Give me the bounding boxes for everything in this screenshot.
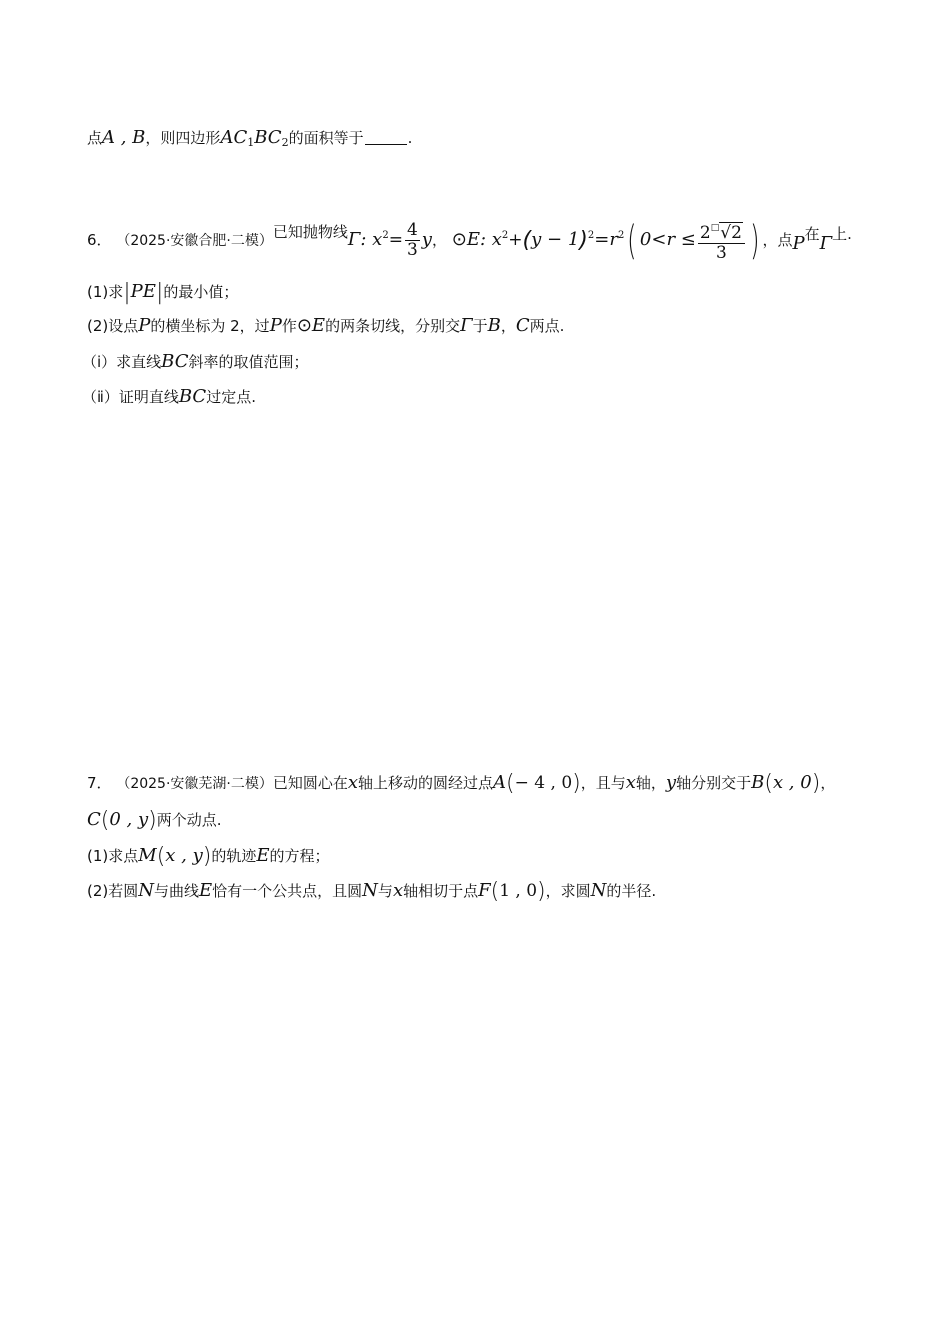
q5-text: 点 [87, 129, 103, 147]
q5-tail-line: 点A , B，则四边形$AC_1BC_2$的面积等于 . [87, 127, 413, 149]
q5-quad: $AC_1BC_2$ [220, 127, 289, 149]
q6-source: （2025·安徽合肥·二模） [116, 233, 273, 249]
q6-text: 已知抛物线 [272, 223, 348, 241]
answer-blank[interactable] [365, 128, 407, 145]
q7-stem-line2: C(0 , y)两个动点. [87, 808, 222, 833]
q7-number: 7． [87, 774, 112, 792]
q7-stem-line1: 7． （2025·安徽芜湖·二模）已知圆心在x轴上移动的圆经过点A(− 4 , 0)，且与x轴，y轴分别交于B(x , 0)， [87, 771, 836, 796]
q7-part2: (2)若圆N与曲线E恰有一个公共点，且圆N与x轴相切于点F(1 , 0)，求圆N的半径. [87, 879, 657, 904]
q6-stem: 6． （2025·安徽合肥·二模）已知抛物线Γ: $x^2=$ $\frac{4}{3}$ y， ⊙E: $x^2+(y - 1)^2=r^2$( 0<r ≤ $\frac{2^□√2}{3}$ ) ，点P在Γ上. [87, 217, 852, 264]
circle-dot-icon: ⊙ [296, 315, 312, 336]
q6-condition: 0<r ≤ [639, 229, 696, 250]
q7-part1: (1)求点M(x , y)的轨迹E的方程； [87, 844, 330, 869]
q5-points-AB: A , B [102, 127, 146, 148]
q6-part2: (2)设点P的横坐标为 2，过P作⊙E的两条切线，分别交Γ于B，C两点. [87, 315, 565, 336]
q7-source: （2025·安徽芜湖·二模） [116, 776, 273, 792]
circle-dot-icon: ⊙ [451, 229, 467, 250]
q6-condition-fraction: $\frac{2^□√2}{3}$ [698, 219, 745, 263]
q6-part1: (1)求|PE|的最小值； [87, 280, 239, 305]
q6-circle-eq: E: $x^2+(y - 1)^2=r^2$ [466, 228, 625, 253]
q6-part2-i: （ⅰ）求直线BC斜率的取值范围； [82, 351, 309, 372]
q6-number: 6． [87, 231, 112, 249]
q6-parabola: Γ: $x^2=$ $\frac{4}{3}$ y [347, 219, 432, 260]
q6-part2-ii: （ⅱ）证明直线BC过定点. [82, 386, 256, 407]
q5-text: 的面积等于 [288, 129, 364, 147]
q5-text: ，则四边形 [145, 129, 221, 147]
q6-fraction: $\frac{4}{3}$ [406, 219, 418, 260]
